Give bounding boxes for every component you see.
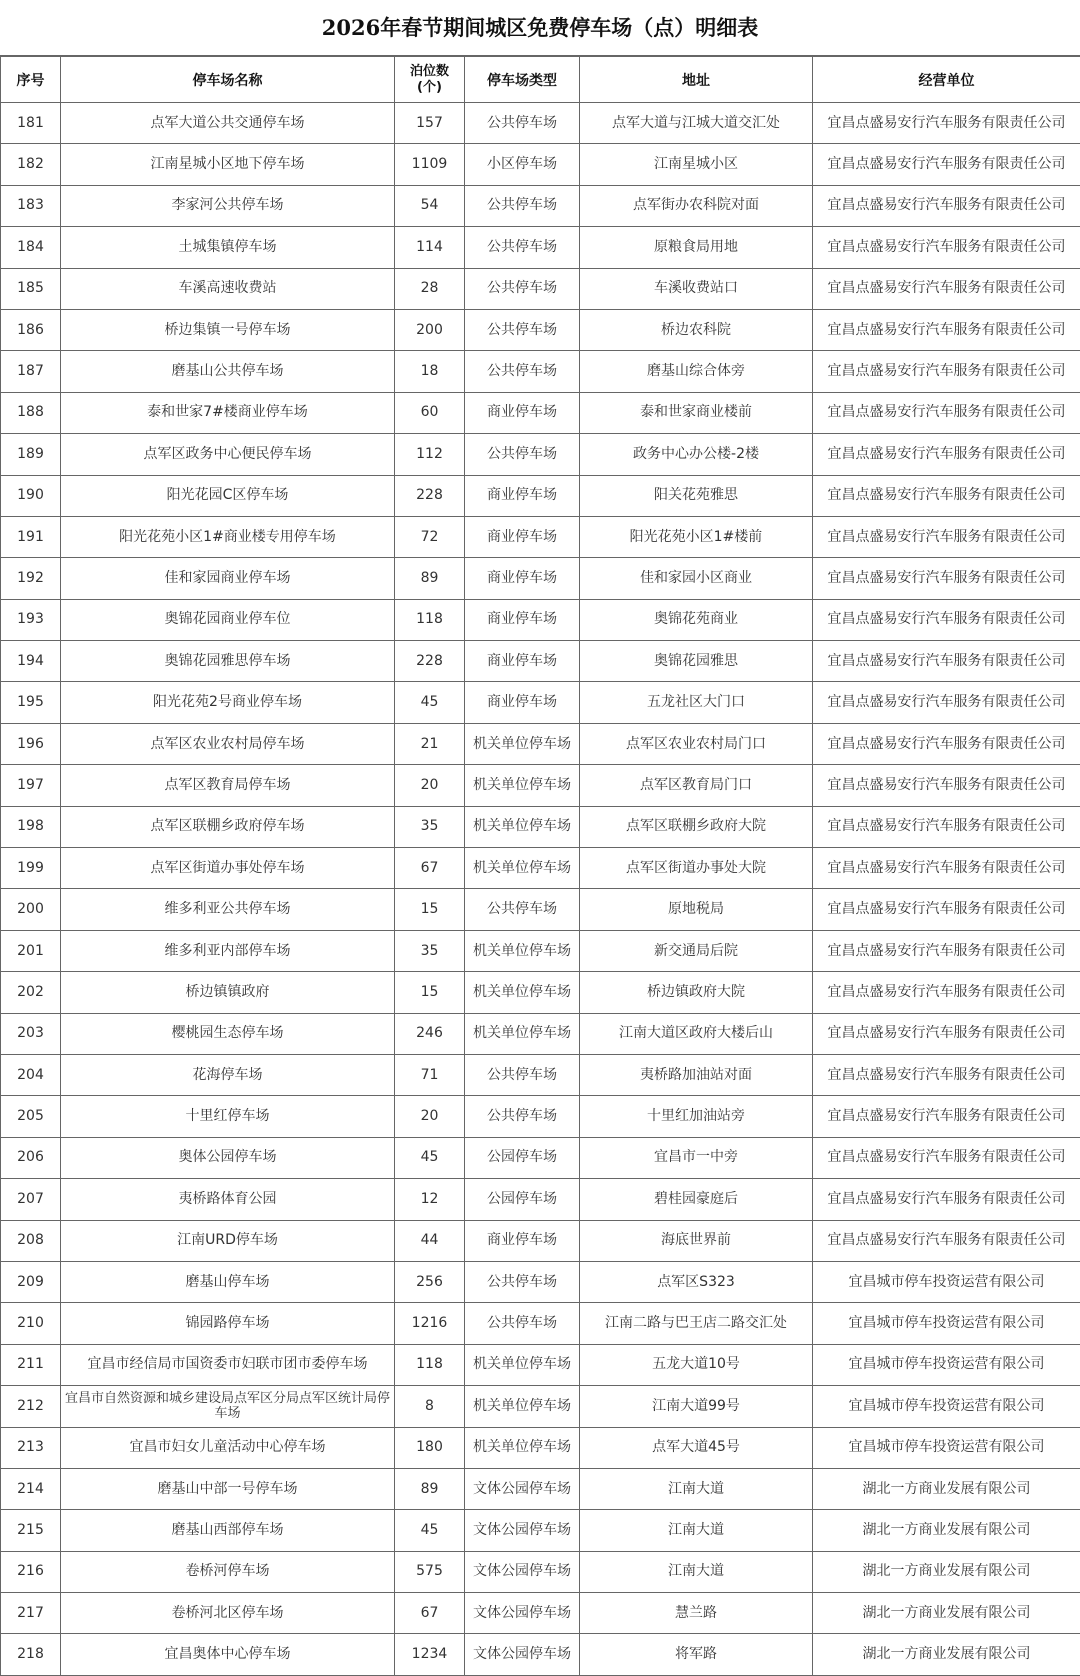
- cell-lot-name: 阳光花园C区停车场: [61, 475, 395, 516]
- table-row: [1, 103, 1080, 144]
- cell-capacity: 44: [395, 1220, 465, 1261]
- cell-index: 218: [1, 1634, 61, 1675]
- cell-lot-type: 公共停车场: [465, 351, 580, 392]
- cell-capacity: 157: [395, 103, 465, 144]
- cell-capacity: 228: [395, 641, 465, 682]
- table-row: [1, 1634, 1080, 1675]
- cell-address: 佳和家园小区商业: [580, 558, 813, 599]
- header-capacity: 泊位数 (个): [395, 57, 465, 103]
- cell-index: 205: [1, 1096, 61, 1137]
- cell-lot-name: 维多利亚公共停车场: [61, 889, 395, 930]
- cell-operator: 宜昌城市停车投资运营有限公司: [813, 1427, 1080, 1468]
- table-row: [1, 392, 1080, 433]
- table-row: [1, 972, 1080, 1013]
- cell-lot-name: 卷桥河停车场: [61, 1551, 395, 1592]
- header-lot-type: 停车场类型: [465, 57, 580, 103]
- cell-lot-name: 点军区联棚乡政府停车场: [61, 806, 395, 847]
- cell-index: 182: [1, 144, 61, 185]
- cell-lot-type: 机关单位停车场: [465, 930, 580, 971]
- table-row: [1, 806, 1080, 847]
- cell-operator: 宜昌点盛易安行汽车服务有限责任公司: [813, 641, 1080, 682]
- cell-index: 193: [1, 599, 61, 640]
- cell-lot-type: 文体公园停车场: [465, 1634, 580, 1675]
- cell-operator: 湖北一方商业发展有限公司: [813, 1510, 1080, 1551]
- table-row: [1, 1220, 1080, 1261]
- cell-lot-type: 公共停车场: [465, 103, 580, 144]
- table-row: [1, 1427, 1080, 1468]
- cell-lot-name: 土城集镇停车场: [61, 227, 395, 268]
- cell-lot-type: 商业停车场: [465, 641, 580, 682]
- cell-lot-type: 公共停车场: [465, 889, 580, 930]
- table-row: [1, 1303, 1080, 1344]
- cell-operator: 宜昌点盛易安行汽车服务有限责任公司: [813, 558, 1080, 599]
- cell-index: 186: [1, 309, 61, 350]
- cell-index: 198: [1, 806, 61, 847]
- cell-lot-name: 江南星城小区地下停车场: [61, 144, 395, 185]
- cell-capacity: 89: [395, 558, 465, 599]
- cell-address: 慧兰路: [580, 1593, 813, 1634]
- cell-lot-name: 十里红停车场: [61, 1096, 395, 1137]
- cell-address: 碧桂园豪庭后: [580, 1179, 813, 1220]
- cell-lot-name: 宜昌奥体中心停车场: [61, 1634, 395, 1675]
- cell-lot-type: 文体公园停车场: [465, 1468, 580, 1509]
- cell-lot-type: 机关单位停车场: [465, 848, 580, 889]
- table-row: [1, 309, 1080, 350]
- cell-lot-name: 奥锦花园雅思停车场: [61, 641, 395, 682]
- cell-lot-name: 宜昌市妇女儿童活动中心停车场: [61, 1427, 395, 1468]
- table-row: [1, 1551, 1080, 1592]
- cell-lot-name: 卷桥河北区停车场: [61, 1593, 395, 1634]
- cell-address: 夷桥路加油站对面: [580, 1054, 813, 1095]
- cell-lot-name: 阳光花苑2号商业停车场: [61, 682, 395, 723]
- cell-capacity: 60: [395, 392, 465, 433]
- cell-capacity: 35: [395, 930, 465, 971]
- cell-lot-name: 磨基山停车场: [61, 1261, 395, 1302]
- cell-lot-name: 奥锦花园商业停车位: [61, 599, 395, 640]
- cell-index: 214: [1, 1468, 61, 1509]
- cell-lot-type: 商业停车场: [465, 599, 580, 640]
- cell-operator: 宜昌点盛易安行汽车服务有限责任公司: [813, 806, 1080, 847]
- table-row: [1, 1468, 1080, 1509]
- cell-lot-type: 公共停车场: [465, 227, 580, 268]
- table-row: [1, 1344, 1080, 1385]
- cell-address: 点军大道45号: [580, 1427, 813, 1468]
- cell-lot-name: 磨基山西部停车场: [61, 1510, 395, 1551]
- table-row: [1, 765, 1080, 806]
- cell-address: 五龙大道10号: [580, 1344, 813, 1385]
- cell-index: 194: [1, 641, 61, 682]
- cell-lot-type: 商业停车场: [465, 392, 580, 433]
- cell-lot-name: 维多利亚内部停车场: [61, 930, 395, 971]
- cell-lot-name: 点军区政务中心便民停车场: [61, 434, 395, 475]
- table-row: [1, 185, 1080, 226]
- cell-lot-name: 点军区教育局停车场: [61, 765, 395, 806]
- cell-lot-name: 奥体公园停车场: [61, 1137, 395, 1178]
- cell-address: 点军大道与江城大道交汇处: [580, 103, 813, 144]
- cell-operator: 宜昌点盛易安行汽车服务有限责任公司: [813, 144, 1080, 185]
- cell-capacity: 20: [395, 765, 465, 806]
- cell-capacity: 12: [395, 1179, 465, 1220]
- table-row: [1, 1593, 1080, 1634]
- cell-lot-type: 公共停车场: [465, 1096, 580, 1137]
- cell-operator: 宜昌城市停车投资运营有限公司: [813, 1386, 1080, 1427]
- cell-index: 210: [1, 1303, 61, 1344]
- cell-lot-name: 泰和世家7#楼商业停车场: [61, 392, 395, 433]
- cell-index: 201: [1, 930, 61, 971]
- table-header: [1, 57, 1080, 103]
- cell-index: 209: [1, 1261, 61, 1302]
- header-address: 地址: [580, 57, 813, 103]
- table-row: [1, 1386, 1080, 1427]
- cell-operator: 湖北一方商业发展有限公司: [813, 1551, 1080, 1592]
- cell-operator: 宜昌城市停车投资运营有限公司: [813, 1344, 1080, 1385]
- cell-index: 216: [1, 1551, 61, 1592]
- cell-address: 泰和世家商业楼前: [580, 392, 813, 433]
- cell-capacity: 67: [395, 848, 465, 889]
- cell-lot-type: 公共停车场: [465, 1261, 580, 1302]
- cell-capacity: 18: [395, 351, 465, 392]
- table-row: [1, 1096, 1080, 1137]
- cell-index: 197: [1, 765, 61, 806]
- cell-index: 187: [1, 351, 61, 392]
- cell-lot-name: 桥边集镇一号停车场: [61, 309, 395, 350]
- cell-lot-type: 公共停车场: [465, 434, 580, 475]
- cell-index: 207: [1, 1179, 61, 1220]
- cell-capacity: 118: [395, 1344, 465, 1385]
- header-lot-name: 停车场名称: [61, 57, 395, 103]
- table-title: 2026年春节期间城区免费停车场（点）明细表: [0, 0, 1080, 56]
- header-operator: 经营单位: [813, 57, 1080, 103]
- cell-lot-name: 锦园路停车场: [61, 1303, 395, 1344]
- cell-lot-name: 樱桃园生态停车场: [61, 1013, 395, 1054]
- cell-index: 217: [1, 1593, 61, 1634]
- cell-address: 点军区农业农村局门口: [580, 723, 813, 764]
- cell-operator: 湖北一方商业发展有限公司: [813, 1468, 1080, 1509]
- cell-lot-type: 机关单位停车场: [465, 806, 580, 847]
- cell-lot-type: 机关单位停车场: [465, 1344, 580, 1385]
- cell-lot-type: 机关单位停车场: [465, 1427, 580, 1468]
- cell-lot-name: 夷桥路体育公园: [61, 1179, 395, 1220]
- table-row: [1, 889, 1080, 930]
- cell-index: 199: [1, 848, 61, 889]
- table-row: [1, 434, 1080, 475]
- cell-lot-name: 点军区农业农村局停车场: [61, 723, 395, 764]
- cell-address: 江南大道99号: [580, 1386, 813, 1427]
- cell-address: 政务中心办公楼-2楼: [580, 434, 813, 475]
- cell-lot-type: 文体公园停车场: [465, 1551, 580, 1592]
- cell-index: 208: [1, 1220, 61, 1261]
- cell-lot-type: 商业停车场: [465, 516, 580, 557]
- cell-operator: 宜昌点盛易安行汽车服务有限责任公司: [813, 1054, 1080, 1095]
- cell-lot-type: 公共停车场: [465, 268, 580, 309]
- cell-index: 185: [1, 268, 61, 309]
- cell-lot-type: 文体公园停车场: [465, 1510, 580, 1551]
- cell-lot-name: 宜昌市经信局市国资委市妇联市团市委停车场: [61, 1344, 395, 1385]
- table-row: [1, 1137, 1080, 1178]
- cell-capacity: 246: [395, 1013, 465, 1054]
- table-body: [1, 103, 1080, 1676]
- cell-capacity: 15: [395, 889, 465, 930]
- cell-capacity: 8: [395, 1386, 465, 1427]
- cell-lot-name: 佳和家园商业停车场: [61, 558, 395, 599]
- cell-lot-type: 机关单位停车场: [465, 972, 580, 1013]
- cell-address: 点军区联棚乡政府大院: [580, 806, 813, 847]
- cell-capacity: 45: [395, 1510, 465, 1551]
- cell-address: 江南星城小区: [580, 144, 813, 185]
- cell-operator: 宜昌点盛易安行汽车服务有限责任公司: [813, 185, 1080, 226]
- table-row: [1, 475, 1080, 516]
- cell-lot-type: 公园停车场: [465, 1179, 580, 1220]
- cell-operator: 宜昌点盛易安行汽车服务有限责任公司: [813, 475, 1080, 516]
- cell-operator: 宜昌点盛易安行汽车服务有限责任公司: [813, 848, 1080, 889]
- cell-lot-type: 机关单位停车场: [465, 723, 580, 764]
- table-row: [1, 1261, 1080, 1302]
- cell-operator: 宜昌点盛易安行汽车服务有限责任公司: [813, 351, 1080, 392]
- cell-index: 203: [1, 1013, 61, 1054]
- table-row: [1, 1013, 1080, 1054]
- cell-address: 奥锦花苑商业: [580, 599, 813, 640]
- cell-operator: 宜昌点盛易安行汽车服务有限责任公司: [813, 1179, 1080, 1220]
- cell-operator: 宜昌城市停车投资运营有限公司: [813, 1261, 1080, 1302]
- cell-capacity: 180: [395, 1427, 465, 1468]
- cell-lot-type: 机关单位停车场: [465, 765, 580, 806]
- cell-index: 206: [1, 1137, 61, 1178]
- cell-lot-type: 机关单位停车场: [465, 1386, 580, 1427]
- cell-lot-name: 江南URD停车场: [61, 1220, 395, 1261]
- cell-capacity: 114: [395, 227, 465, 268]
- table-row: [1, 641, 1080, 682]
- cell-operator: 宜昌点盛易安行汽车服务有限责任公司: [813, 930, 1080, 971]
- cell-index: 200: [1, 889, 61, 930]
- cell-lot-type: 商业停车场: [465, 1220, 580, 1261]
- cell-address: 点军区街道办事处大院: [580, 848, 813, 889]
- cell-lot-name: 磨基山公共停车场: [61, 351, 395, 392]
- cell-lot-name: 宜昌市自然资源和城乡建设局点军区分局点军区统计局停车场: [61, 1386, 395, 1427]
- cell-lot-type: 公共停车场: [465, 309, 580, 350]
- cell-capacity: 1216: [395, 1303, 465, 1344]
- cell-operator: 宜昌点盛易安行汽车服务有限责任公司: [813, 1220, 1080, 1261]
- cell-capacity: 20: [395, 1096, 465, 1137]
- cell-address: 江南大道: [580, 1468, 813, 1509]
- cell-operator: 宜昌点盛易安行汽车服务有限责任公司: [813, 765, 1080, 806]
- cell-address: 原地税局: [580, 889, 813, 930]
- cell-address: 将军路: [580, 1634, 813, 1675]
- cell-operator: 宜昌点盛易安行汽车服务有限责任公司: [813, 682, 1080, 723]
- cell-address: 五龙社区大门口: [580, 682, 813, 723]
- cell-index: 188: [1, 392, 61, 433]
- cell-lot-name: 花海停车场: [61, 1054, 395, 1095]
- cell-lot-type: 商业停车场: [465, 682, 580, 723]
- cell-capacity: 112: [395, 434, 465, 475]
- cell-lot-name: 磨基山中部一号停车场: [61, 1468, 395, 1509]
- table-row: [1, 144, 1080, 185]
- cell-index: 181: [1, 103, 61, 144]
- cell-index: 195: [1, 682, 61, 723]
- cell-index: 212: [1, 1386, 61, 1427]
- cell-lot-type: 公共停车场: [465, 1054, 580, 1095]
- cell-lot-type: 公共停车场: [465, 185, 580, 226]
- cell-operator: 宜昌点盛易安行汽车服务有限责任公司: [813, 268, 1080, 309]
- table-row: [1, 930, 1080, 971]
- cell-operator: 宜昌点盛易安行汽车服务有限责任公司: [813, 1096, 1080, 1137]
- cell-operator: 宜昌点盛易安行汽车服务有限责任公司: [813, 309, 1080, 350]
- cell-capacity: 118: [395, 599, 465, 640]
- cell-index: 183: [1, 185, 61, 226]
- cell-lot-type: 商业停车场: [465, 558, 580, 599]
- cell-capacity: 71: [395, 1054, 465, 1095]
- cell-lot-type: 公园停车场: [465, 1137, 580, 1178]
- table-row: [1, 682, 1080, 723]
- cell-address: 点军街办农科院对面: [580, 185, 813, 226]
- cell-operator: 宜昌点盛易安行汽车服务有限责任公司: [813, 889, 1080, 930]
- cell-operator: 宜昌点盛易安行汽车服务有限责任公司: [813, 723, 1080, 764]
- cell-operator: 宜昌城市停车投资运营有限公司: [813, 1303, 1080, 1344]
- cell-index: 204: [1, 1054, 61, 1095]
- header-index: 序号: [1, 57, 61, 103]
- table-row: [1, 558, 1080, 599]
- table-row: [1, 599, 1080, 640]
- cell-operator: 宜昌点盛易安行汽车服务有限责任公司: [813, 227, 1080, 268]
- cell-capacity: 21: [395, 723, 465, 764]
- table-row: [1, 516, 1080, 557]
- cell-lot-type: 机关单位停车场: [465, 1013, 580, 1054]
- cell-lot-name: 点军大道公共交通停车场: [61, 103, 395, 144]
- cell-capacity: 72: [395, 516, 465, 557]
- table-row: [1, 351, 1080, 392]
- cell-index: 184: [1, 227, 61, 268]
- cell-address: 江南大道: [580, 1510, 813, 1551]
- cell-capacity: 45: [395, 682, 465, 723]
- cell-address: 宜昌市一中旁: [580, 1137, 813, 1178]
- table-row: [1, 1510, 1080, 1551]
- cell-operator: 宜昌点盛易安行汽车服务有限责任公司: [813, 1013, 1080, 1054]
- table-row: [1, 268, 1080, 309]
- cell-index: 190: [1, 475, 61, 516]
- cell-index: 189: [1, 434, 61, 475]
- cell-index: 192: [1, 558, 61, 599]
- cell-address: 磨基山综合体旁: [580, 351, 813, 392]
- cell-capacity: 1234: [395, 1634, 465, 1675]
- cell-address: 原粮食局用地: [580, 227, 813, 268]
- cell-address: 车溪收费站口: [580, 268, 813, 309]
- cell-lot-name: 车溪高速收费站: [61, 268, 395, 309]
- cell-index: 215: [1, 1510, 61, 1551]
- cell-index: 213: [1, 1427, 61, 1468]
- cell-capacity: 15: [395, 972, 465, 1013]
- cell-index: 202: [1, 972, 61, 1013]
- table-row: [1, 723, 1080, 764]
- cell-lot-type: 商业停车场: [465, 475, 580, 516]
- cell-lot-type: 文体公园停车场: [465, 1593, 580, 1634]
- cell-operator: 宜昌点盛易安行汽车服务有限责任公司: [813, 103, 1080, 144]
- table-row: [1, 227, 1080, 268]
- cell-lot-name: 桥边镇镇政府: [61, 972, 395, 1013]
- table-row: [1, 1179, 1080, 1220]
- cell-lot-type: 小区停车场: [465, 144, 580, 185]
- cell-capacity: 45: [395, 1137, 465, 1178]
- cell-capacity: 228: [395, 475, 465, 516]
- cell-capacity: 575: [395, 1551, 465, 1592]
- cell-capacity: 28: [395, 268, 465, 309]
- cell-capacity: 200: [395, 309, 465, 350]
- cell-address: 阳关花苑雅思: [580, 475, 813, 516]
- cell-index: 196: [1, 723, 61, 764]
- cell-lot-name: 点军区街道办事处停车场: [61, 848, 395, 889]
- cell-address: 海底世界前: [580, 1220, 813, 1261]
- cell-address: 点军区教育局门口: [580, 765, 813, 806]
- cell-operator: 宜昌点盛易安行汽车服务有限责任公司: [813, 599, 1080, 640]
- cell-lot-name: 李家河公共停车场: [61, 185, 395, 226]
- cell-address: 江南大道区政府大楼后山: [580, 1013, 813, 1054]
- cell-operator: 湖北一方商业发展有限公司: [813, 1593, 1080, 1634]
- cell-index: 191: [1, 516, 61, 557]
- cell-operator: 宜昌点盛易安行汽车服务有限责任公司: [813, 972, 1080, 1013]
- cell-address: 新交通局后院: [580, 930, 813, 971]
- cell-address: 江南大道: [580, 1551, 813, 1592]
- cell-lot-type: 公共停车场: [465, 1303, 580, 1344]
- cell-capacity: 67: [395, 1593, 465, 1634]
- cell-address: 奥锦花园雅思: [580, 641, 813, 682]
- table-row: [1, 1054, 1080, 1095]
- cell-address: 点军区S323: [580, 1261, 813, 1302]
- cell-lot-name: 阳光花苑小区1#商业楼专用停车场: [61, 516, 395, 557]
- cell-operator: 宜昌点盛易安行汽车服务有限责任公司: [813, 1137, 1080, 1178]
- cell-address: 十里红加油站旁: [580, 1096, 813, 1137]
- cell-capacity: 256: [395, 1261, 465, 1302]
- cell-address: 江南二路与巴王店二路交汇处: [580, 1303, 813, 1344]
- cell-operator: 宜昌点盛易安行汽车服务有限责任公司: [813, 516, 1080, 557]
- cell-capacity: 1109: [395, 144, 465, 185]
- cell-operator: 湖北一方商业发展有限公司: [813, 1634, 1080, 1675]
- cell-capacity: 89: [395, 1468, 465, 1509]
- cell-index: 211: [1, 1344, 61, 1385]
- cell-address: 桥边农科院: [580, 309, 813, 350]
- cell-address: 阳光花苑小区1#楼前: [580, 516, 813, 557]
- cell-capacity: 54: [395, 185, 465, 226]
- table-row: [1, 848, 1080, 889]
- header-row: [1, 57, 1080, 103]
- cell-capacity: 35: [395, 806, 465, 847]
- cell-operator: 宜昌点盛易安行汽车服务有限责任公司: [813, 392, 1080, 433]
- parking-table: [0, 56, 1080, 1676]
- cell-operator: 宜昌点盛易安行汽车服务有限责任公司: [813, 434, 1080, 475]
- cell-address: 桥边镇政府大院: [580, 972, 813, 1013]
